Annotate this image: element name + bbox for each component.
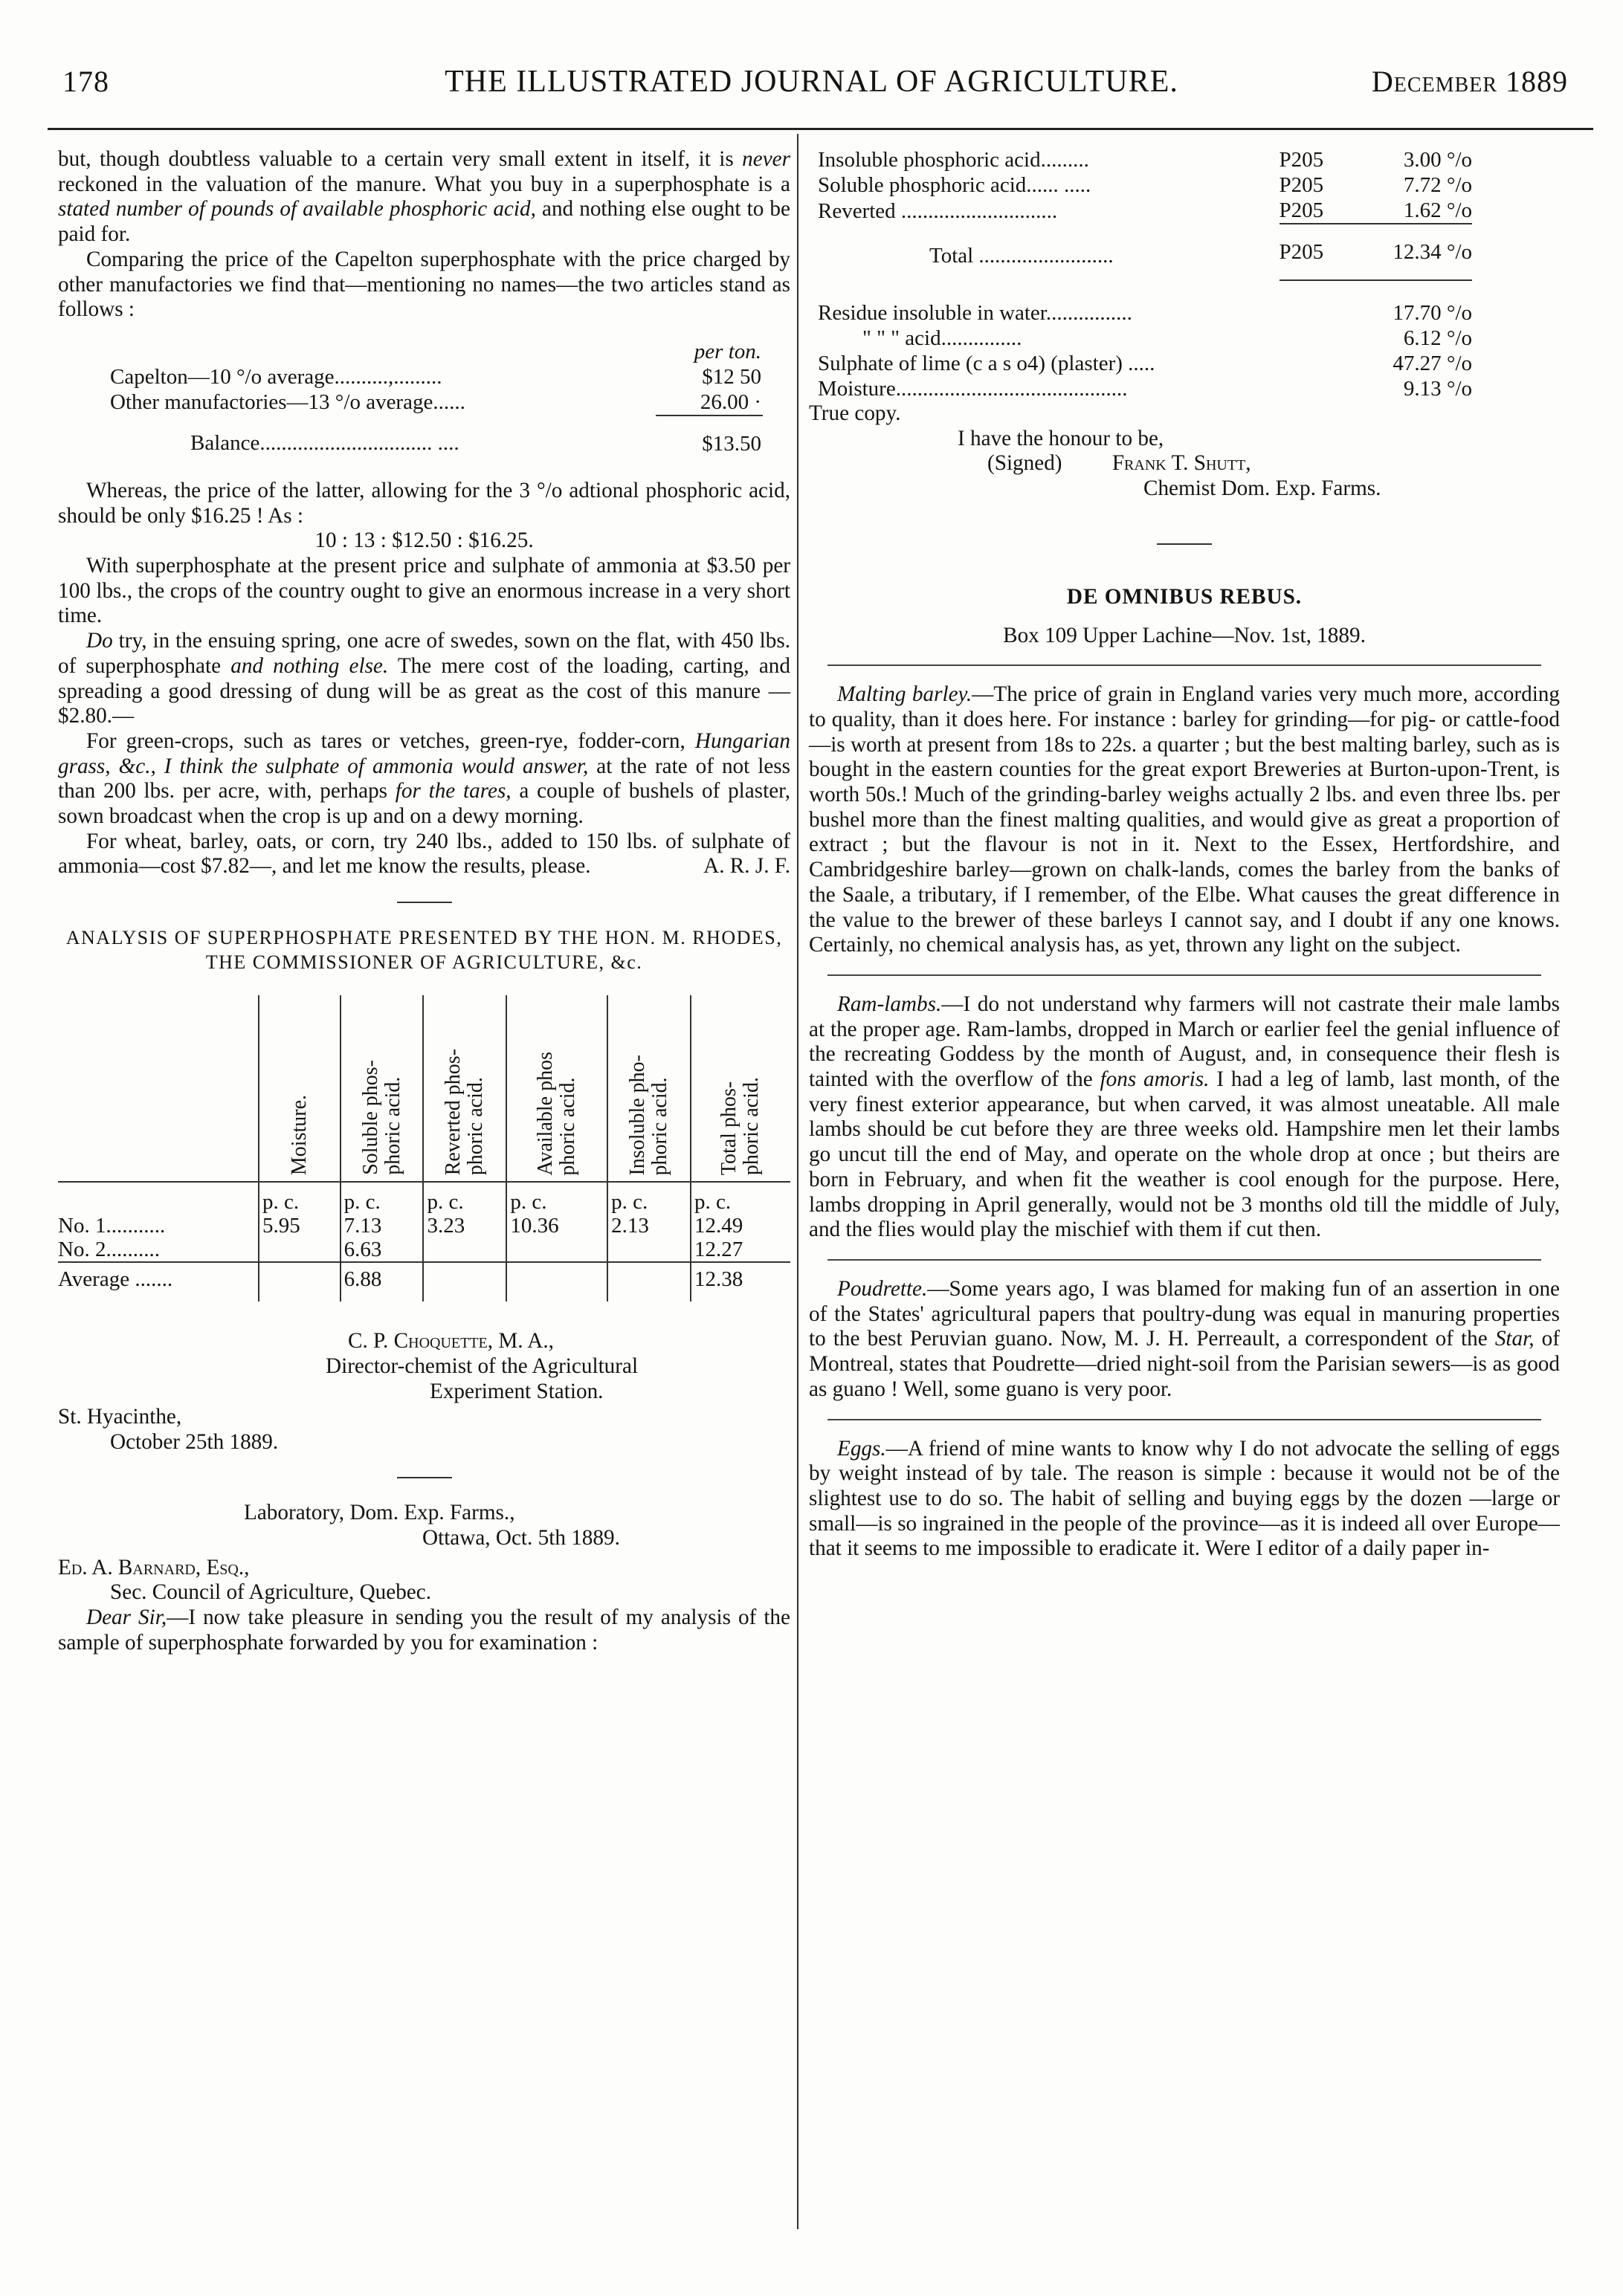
dateline: Box 109 Upper Lachine—Nov. 1st, 1889. <box>1003 623 1366 647</box>
signed-line: (Signed) Frank T. Shutt, <box>987 451 1251 476</box>
journal-title: THE ILLUSTRATED JOURNAL OF AGRICULTURE. <box>445 65 1178 99</box>
ratio-line: 10 : 13 : $12.50 : $16.25. <box>314 528 534 553</box>
column-header-label: phoric acid. <box>648 1077 672 1176</box>
table-row: Sulphate of lime (c a s o4) (plaster) ..... 47.27 °/o <box>818 352 1472 375</box>
header-rule <box>48 128 1593 130</box>
total-row: Total ......................... P205 12.34 °/o <box>818 224 1472 280</box>
letter-body: Dear Sir,—I now take pleasure in sending you the result of my analysis of the sample of superphosphate forwarded by you for examination : <box>58 1605 790 1655</box>
table-row: No. 2.......... 6.63 12.27 <box>58 1238 790 1262</box>
left-column <box>58 147 790 1655</box>
divider <box>827 1419 1541 1420</box>
page-header <box>48 64 1575 123</box>
column-divider <box>797 134 798 2229</box>
issue-date: December 1889 <box>1371 65 1568 98</box>
lab-analysis-table <box>818 147 1472 401</box>
signature-block <box>58 1328 790 1455</box>
table-row: Capelton—10 °/o average..........,......... $12 50 <box>110 364 761 389</box>
analysis-table <box>58 995 790 1301</box>
signatory-name: C. P. Choquette, M. A., <box>348 1329 554 1354</box>
table-row: " " " acid............... 6.12 °/o <box>862 326 1472 350</box>
column-header-label: Moisture. <box>287 1095 311 1176</box>
column-header <box>259 995 341 1182</box>
article-poudrette: Poudrette.—Some years ago, I was blamed for making fun of an assertion in one of the States' agricultural papers that poultry-dung was equal in manuring properties to the best Peruvian guano. Now, M. J. H. Perreault, a correspondent of the Star, of Montreal, states that Poudrette—dried night-soil from the Parisian sewers—is as good as guano ! Well, some guano is very poor. <box>809 1276 1560 1401</box>
section-title: DE OMNIBUS REBUS. <box>1066 584 1303 609</box>
table-row: Other manufactories—13 °/o average...... 26.00 · <box>110 389 761 415</box>
column-header <box>607 995 691 1182</box>
signatory-title: Director-chemist of the Agricultural <box>326 1354 639 1379</box>
divider <box>1157 543 1212 545</box>
article-eggs: Eggs.—A friend of mine wants to know why I do not advocate the selling of eggs by weight instead of by tale. The reason is simple : because it would not be of the slightest use to do so. The habit of selling and buying eggs by the dozen —large or small—is so ingrained in the people of the province—as it is indeed all over Europe—that it seems to me impossible to eradicate it. Were I editor of a daily paper in- <box>809 1436 1560 1561</box>
table-row: Moisture........................................... 9.13 °/o <box>818 377 1472 401</box>
column-header-label: Soluble phos- <box>358 1060 382 1176</box>
units-row: p. c. p. c. p. c. p. c. p. c. p. c. <box>58 1182 790 1214</box>
column-header <box>691 995 790 1182</box>
analysis-heading: ANALYSIS OF SUPERPHOSPHATE PRESENTED BY THE HON. M. RHODES, THE COMMISSIONER OF AGRICULTURE, &c. <box>65 927 783 974</box>
paragraph: Comparing the price of the Capelton superphosphate with the price charged by other manufactories we find that—mentioning no names—the two articles stand as follows : <box>58 247 790 322</box>
author-initials: A. R. J. F. <box>703 854 790 879</box>
signatory-title: Experiment Station. <box>430 1380 604 1404</box>
right-column <box>809 147 1560 1562</box>
column-header <box>341 995 424 1182</box>
divider <box>397 902 452 903</box>
price-header: per ton. <box>694 339 761 363</box>
article-malting-barley: Malting barley.—The price of grain in England varies very much more, according to quality, than it does here. For instance : barley for grinding—for pig- or cattle-food—is worth at present from 18s to 22s. a quarter ; but the best malting barley, such as is bought in the eastern counties for the great export Breweries at Burton-upon-Trent, is worth 50s.! Much of the grinding-barley weighs actually 2 lbs. and even three lbs. per bushel more than the finest malting qualities, and would give as great a proportion of extract ; but the flavour is not in it. Next to the Essex, Hertfordshire, and Cambridgeshire barley—grown on chalk-lands, comes the barley from the banks of the Saale, a tributary, if I remember, of the Elbe. What causes the great difference in the value to the brewer of these barleys I cannot say, and I doubt if any one knows. Certainly, no chemical analysis has, as yet, thrown any light on the subject. <box>809 682 1560 957</box>
divider <box>827 664 1541 666</box>
signed-title: Chemist Dom. Exp. Farms. <box>1143 476 1381 501</box>
divider <box>827 974 1541 976</box>
true-copy: True copy. <box>809 401 901 425</box>
average-row: Average ....... 6.88 12.38 <box>58 1262 790 1301</box>
balance-row: Balance................................ .... $13.50 <box>190 431 761 456</box>
place: St. Hyacinthe, <box>58 1405 182 1429</box>
column-header-label: Available phos <box>534 1051 558 1176</box>
column-header-label: Total phos- <box>717 1081 741 1176</box>
column-header-label: Insoluble pho- <box>626 1054 650 1176</box>
addressee-title: Sec. Council of Agriculture, Quebec. <box>110 1580 432 1605</box>
column-header-label: Reverted phos- <box>442 1048 465 1176</box>
table-row: Reverted ............................. P205 1.62 °/o <box>818 198 1472 223</box>
paragraph: For green-crops, such as tares or vetches, green-rye, fodder-corn, Hungarian grass, &c., I think the sulphate of ammonia would answer, at the rate of not less than 200 lbs. per acre, with, perhaps for the tares, a couple of bushels of plaster, sown broadcast when the crop is up and on a dewy morning. <box>58 728 791 829</box>
column-header <box>423 995 506 1182</box>
addressee: Ed. A. Barnard, Esq., <box>58 1555 250 1579</box>
column-header-label: phoric acid. <box>464 1077 488 1176</box>
page-number: 178 <box>62 65 109 98</box>
price-comparison-table <box>109 339 763 456</box>
table-row: No. 1........... 5.95 7.13 3.23 10.36 2.13 12.49 <box>58 1214 790 1238</box>
analysis-header-row <box>58 995 790 1182</box>
closing: I have the honour to be, <box>958 426 1164 450</box>
place-date: October 25th 1889. <box>110 1430 279 1455</box>
divider <box>827 1259 1541 1261</box>
lab-date: Ottawa, Oct. 5th 1889. <box>422 1525 620 1550</box>
column-header-label: phoric acid. <box>556 1077 580 1176</box>
lab-address: Laboratory, Dom. Exp. Farms., <box>244 1501 515 1525</box>
article-ram-lambs: Ram-lambs.—I do not understand why farmers will not castrate their male lambs at the proper age. Ram-lambs, dropped in March or earlier feel the genial influence of the recreating Goddess by the month of August, and, in consequence their flesh is tainted with the overflow of the fons amoris. I had a leg of lamb, last month, of the very finest exterior appearance, but when carved, it was almost uneatable. All male lambs should be cut before they are three weeks old. Hampshire men let their lambs go uncut till the end of May, and operate on the whole drop at once ; but theirs are born in February, and when fit the weather is cool enough for the purpose. Here, lambs dropping in April generally, would not be 3 months old till the middle of July, and the flies would play the mischief with them if cut then. <box>809 992 1560 1242</box>
paragraph: Whereas, the price of the latter, allowing for the 3 °/o adtional phosphoric acid, should be only $16.25 ! As : <box>58 478 790 528</box>
column-header <box>506 995 607 1182</box>
paragraph: but, though doubtless valuable to a certain very small extent in itself, it is never reckoned in the valuation of the manure. What you buy in a superphosphate is a stated number of pounds of available phosphoric acid, and nothing else ought to be paid for. <box>58 147 790 247</box>
paragraph: With superphosphate at the present price and sulphate of ammonia at $3.50 per 100 lbs., the crops of the country ought to give an enormous increase in a very short time. <box>58 554 790 628</box>
table-row: Soluble phosphoric acid...... ..... P205 7.72 °/o <box>818 173 1472 197</box>
column-header-label: phoric acid. <box>381 1077 404 1176</box>
table-row: Insoluble phosphoric acid......... P205 3.00 °/o <box>818 148 1472 172</box>
table-row: Residue insoluble in water................ 17.70 °/o <box>818 301 1472 325</box>
paragraph: Do try, in the ensuing spring, one acre of swedes, sown on the flat, with 450 lbs. of superphosphate and nothing else. The mere cost of the loading, carting, and spreading a good dressing of dung will be as great as the cost of this manure —$2.80.— <box>58 629 790 728</box>
column-header-label: phoric acid. <box>740 1077 764 1176</box>
paragraph: For wheat, barley, oats, or corn, try 240 lbs., added to 150 lbs. of sulphate of ammonia—cost $7.82—, and let me know the results, please. A. R. J. F. <box>58 829 790 879</box>
divider <box>397 1477 452 1478</box>
